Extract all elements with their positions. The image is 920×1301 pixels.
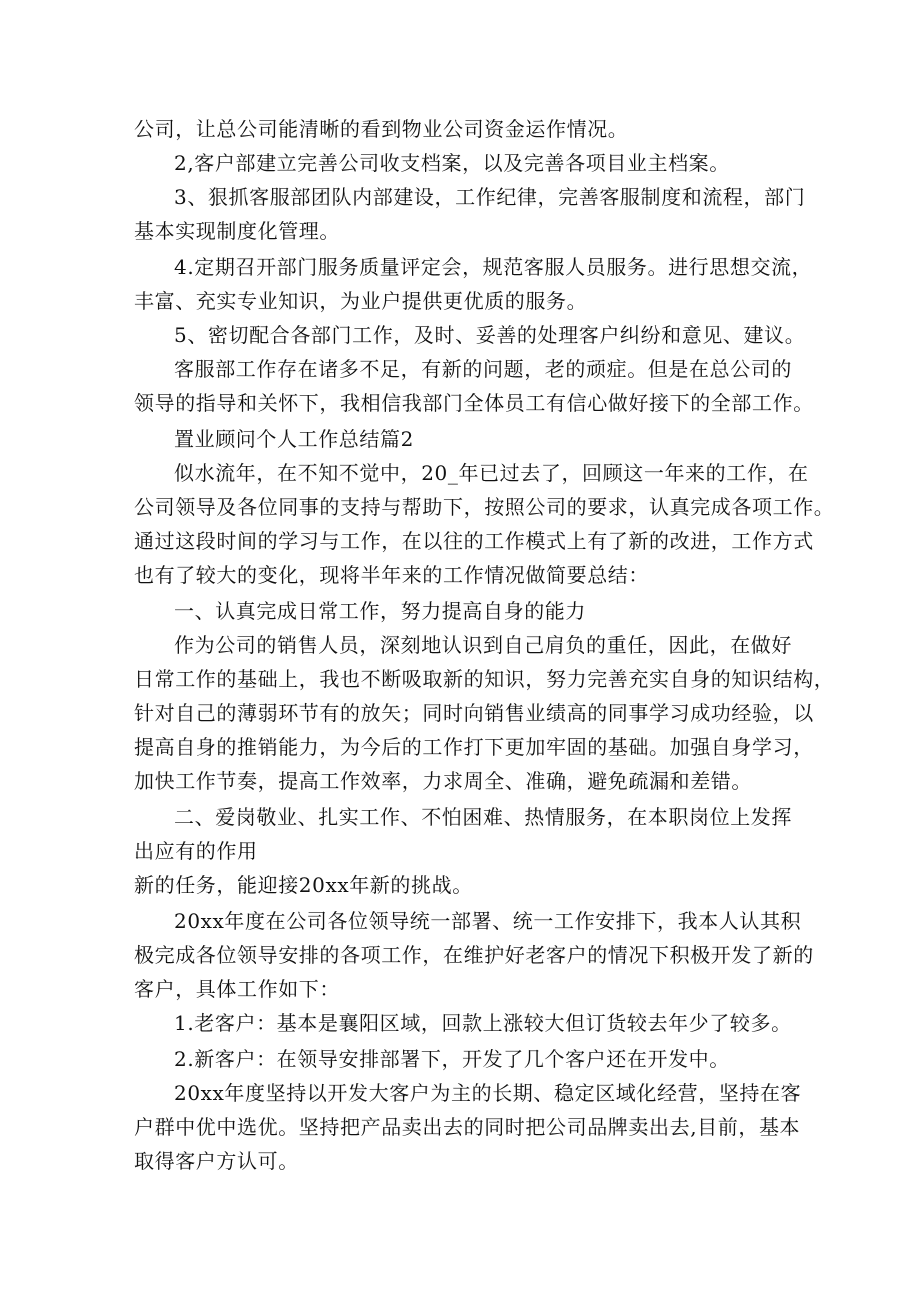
paragraph-line: 也有了较大的变化，现将半年来的工作情况做简要总结： <box>134 563 649 587</box>
section-heading: 出应有的作用 <box>134 839 258 863</box>
paragraph-line: 通过这段时间的学习与工作，在以往的工作模式上有了新的改进，工作方式 <box>134 529 814 553</box>
section-heading: 置业顾问个人工作总结篇2 <box>174 427 414 451</box>
paragraph-line: 20xx年度在公司各位领导统一部署、统一工作安排下，我本人认其积 <box>174 909 802 933</box>
paragraph-line: 加快工作节奏，提高工作效率，力求周全、准确，避免疏漏和差错。 <box>134 769 752 793</box>
paragraph-line: 4.定期召开部门服务质量评定会，规范客服人员服务。进行思想交流， <box>174 255 813 279</box>
paragraph-line: 领导的指导和关怀下，我相信我部门全体员工有信心做好接下的全部工作。 <box>134 391 814 415</box>
paragraph-line: 公司领导及各位同事的支持与帮助下，按照公司的要求，认真完成各项工作。 <box>134 495 835 519</box>
paragraph-line: 丰富、充实专业知识，为业户提供更优质的服务。 <box>134 289 588 313</box>
paragraph-line: 提高自身的推销能力，为今后的工作打下更加牢固的基础。加强自身学习， <box>134 735 814 759</box>
paragraph-line: 公司，让总公司能清晰的看到物业公司资金运作情况。 <box>134 117 629 141</box>
section-heading: 二、爱岗敬业、扎实工作、不怕困难、热情服务，在本职岗位上发挥 <box>174 805 792 829</box>
paragraph-line: 1.老客户：基本是襄阳区域，回款上涨较大但订货较去年少了较多。 <box>174 1011 792 1035</box>
paragraph-line: 极完成各位领导安排的各项工作，在维护好老客户的情况下积极开发了新的 <box>134 943 814 967</box>
paragraph-line: 取得客户方认可。 <box>134 1149 299 1173</box>
paragraph-line: 20xx年度坚持以开发大客户为主的长期、稳定区域化经营，坚持在客 <box>174 1081 802 1105</box>
paragraph-line: 似水流年，在不知不觉中，20_年已过去了，回顾这一年来的工作，在 <box>174 461 809 485</box>
section-heading: 一、认真完成日常工作，努力提高自身的能力 <box>174 599 586 623</box>
paragraph-line: 2.新客户：在领导安排部署下，开发了几个客户还在开发中。 <box>174 1047 730 1071</box>
paragraph-line: 客户，具体工作如下： <box>134 977 340 1001</box>
paragraph-line: 客服部工作存在诸多不足，有新的问题，老的顽症。但是在总公司的 <box>174 357 792 381</box>
paragraph-line: 户群中优中选优。坚持把产品卖出去的同时把公司品牌卖出去,目前，基本 <box>134 1115 801 1139</box>
paragraph-line: 新的任务，能迎接20xx年新的挑战。 <box>134 873 473 897</box>
paragraph-line: 基本实现制度化管理。 <box>134 219 340 243</box>
paragraph-line: 5、密切配合各部门工作，及时、妥善的处理客户纠纷和意见、建议。 <box>174 323 806 347</box>
paragraph-line: 针对自己的薄弱环节有的放矢；同时向销售业绩高的同事学习成功经验，以 <box>134 701 814 725</box>
paragraph-line: 作为公司的销售人员，深刻地认识到自己肩负的重任，因此，在做好 <box>174 633 792 657</box>
paragraph-line: 日常工作的基础上，我也不断吸取新的知识，努力完善充实自身的知识结构， <box>134 667 835 691</box>
paragraph-line: 3、狠抓客服部团队内部建设，工作纪律，完善客服制度和流程，部门 <box>174 185 806 209</box>
paragraph-line: 2,客户部建立完善公司收支档案，以及完善各项目业主档案。 <box>174 151 730 175</box>
